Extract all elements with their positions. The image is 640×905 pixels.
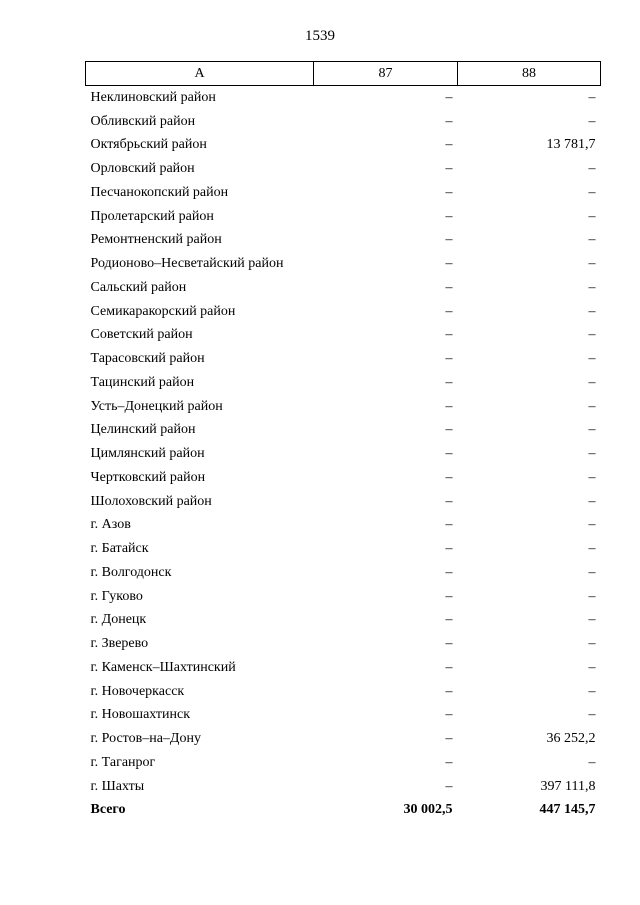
data-table bbox=[85, 61, 601, 822]
cell-88: – bbox=[588, 588, 596, 604]
cell-87: – bbox=[445, 778, 453, 794]
cell-87: – bbox=[445, 113, 453, 129]
cell-87: – bbox=[445, 731, 453, 747]
cell-88: – bbox=[588, 683, 596, 699]
cell-87: – bbox=[445, 351, 453, 367]
cell-87: – bbox=[445, 137, 453, 153]
table-row bbox=[86, 656, 601, 680]
cell-name: Чертковский район bbox=[90, 469, 206, 485]
table-row bbox=[86, 632, 601, 656]
cell-88: – bbox=[588, 612, 596, 628]
header-cell-88: 88 bbox=[458, 62, 601, 86]
cell-name: Сальский район bbox=[90, 279, 187, 295]
cell-88: – bbox=[588, 161, 596, 177]
cell-88: – bbox=[588, 398, 596, 414]
table-row bbox=[86, 371, 601, 395]
cell-name: Тацинский район bbox=[90, 374, 195, 390]
table-row bbox=[86, 490, 601, 514]
cell-87: – bbox=[445, 493, 453, 509]
cell-88: – bbox=[588, 541, 596, 557]
cell-87: 30 002,5 bbox=[403, 802, 453, 818]
cell-88: – bbox=[588, 113, 596, 129]
table-row bbox=[86, 300, 601, 324]
cell-88: – bbox=[588, 564, 596, 580]
table-row bbox=[86, 561, 601, 585]
table-row bbox=[86, 466, 601, 490]
cell-88: 397 111,8 bbox=[540, 778, 596, 794]
cell-88: – bbox=[588, 517, 596, 533]
table-row bbox=[86, 324, 601, 348]
table-row bbox=[86, 609, 601, 633]
cell-name: г. Донецк bbox=[90, 612, 147, 628]
cell-name: Песчанокопский район bbox=[90, 184, 229, 200]
header-cell-87: 87 bbox=[314, 62, 458, 86]
table-row bbox=[86, 347, 601, 371]
cell-name: Ремонтненский район bbox=[90, 232, 222, 248]
cell-87: – bbox=[445, 161, 453, 177]
page-number: 1539 bbox=[305, 28, 335, 44]
table-row bbox=[86, 680, 601, 704]
cell-88: – bbox=[588, 707, 596, 723]
cell-88: 447 145,7 bbox=[539, 802, 596, 818]
table-row bbox=[86, 276, 601, 300]
cell-name: Неклиновский район bbox=[90, 89, 216, 105]
table-row bbox=[86, 205, 601, 229]
table-row bbox=[86, 229, 601, 253]
cell-name: Родионово–Несветайский район bbox=[90, 256, 284, 272]
cell-88: – bbox=[588, 208, 596, 224]
cell-88: – bbox=[588, 754, 596, 770]
cell-88: – bbox=[588, 446, 596, 462]
cell-name: г. Ростов–на–Дону bbox=[90, 731, 201, 747]
cell-name: г. Каменск–Шахтинский bbox=[90, 659, 236, 675]
cell-name: Целинский район bbox=[90, 422, 196, 438]
cell-87: – bbox=[445, 208, 453, 224]
cell-name: Цимлянский район bbox=[90, 446, 205, 462]
cell-87: – bbox=[445, 659, 453, 675]
cell-87: – bbox=[445, 612, 453, 628]
cell-88: 36 252,2 bbox=[546, 731, 596, 747]
table-row bbox=[86, 775, 601, 799]
cell-88: – bbox=[588, 184, 596, 200]
table-row bbox=[86, 395, 601, 419]
table-row bbox=[86, 134, 601, 158]
table-row bbox=[86, 704, 601, 728]
table-row bbox=[86, 514, 601, 538]
cell-name: Пролетарский район bbox=[90, 208, 214, 224]
cell-87: – bbox=[445, 374, 453, 390]
table-body bbox=[86, 86, 601, 823]
cell-88: – bbox=[588, 422, 596, 438]
cell-name: г. Таганрог bbox=[90, 754, 156, 770]
cell-88: – bbox=[588, 374, 596, 390]
table-row bbox=[86, 110, 601, 134]
header-cell-name: А bbox=[86, 62, 314, 86]
cell-name: Всего bbox=[90, 802, 126, 818]
cell-name: г. Гуково bbox=[90, 588, 143, 604]
cell-88: – bbox=[588, 636, 596, 652]
cell-name: г. Шахты bbox=[90, 778, 145, 794]
table-row bbox=[86, 157, 601, 181]
cell-88: – bbox=[588, 279, 596, 295]
cell-87: – bbox=[445, 422, 453, 438]
cell-87: – bbox=[445, 636, 453, 652]
cell-88: 13 781,7 bbox=[546, 137, 596, 153]
cell-87: – bbox=[445, 683, 453, 699]
cell-87: – bbox=[445, 707, 453, 723]
table-row bbox=[86, 252, 601, 276]
header-row bbox=[86, 62, 601, 86]
cell-87: – bbox=[445, 588, 453, 604]
cell-88: – bbox=[588, 469, 596, 485]
cell-name: Шолоховский район bbox=[90, 493, 212, 509]
cell-name: г. Азов bbox=[90, 517, 131, 533]
cell-88: – bbox=[588, 351, 596, 367]
table-row bbox=[86, 442, 601, 466]
table-row bbox=[86, 181, 601, 205]
cell-name: Семикаракорский район bbox=[90, 303, 236, 319]
cell-87: – bbox=[445, 184, 453, 200]
cell-87: – bbox=[445, 256, 453, 272]
cell-name: Усть–Донецкий район bbox=[90, 398, 223, 414]
cell-88: – bbox=[588, 256, 596, 272]
cell-88: – bbox=[588, 327, 596, 343]
table-row bbox=[86, 751, 601, 775]
cell-name: г. Новочеркасск bbox=[90, 683, 185, 699]
cell-87: – bbox=[445, 541, 453, 557]
table-row bbox=[86, 585, 601, 609]
cell-87: – bbox=[445, 232, 453, 248]
table-row bbox=[86, 537, 601, 561]
table-header bbox=[86, 62, 601, 86]
cell-name: Советский район bbox=[90, 327, 193, 343]
cell-88: – bbox=[588, 232, 596, 248]
cell-name: Орловский район bbox=[90, 161, 195, 177]
cell-88: – bbox=[588, 659, 596, 675]
cell-87: – bbox=[445, 517, 453, 533]
table-row bbox=[86, 86, 601, 110]
total-row bbox=[86, 799, 601, 823]
cell-name: Тарасовский район bbox=[90, 351, 205, 367]
cell-name: г. Волгодонск bbox=[90, 564, 172, 580]
cell-name: Обливский район bbox=[90, 113, 196, 129]
cell-87: – bbox=[445, 398, 453, 414]
cell-88: – bbox=[588, 89, 596, 105]
table-row bbox=[86, 727, 601, 751]
cell-name: Октябрьский район bbox=[90, 137, 207, 153]
cell-87: – bbox=[445, 327, 453, 343]
table-row bbox=[86, 419, 601, 443]
cell-name: г. Новошахтинск bbox=[90, 707, 191, 723]
cell-name: г. Зверево bbox=[90, 636, 149, 652]
cell-87: – bbox=[445, 279, 453, 295]
cell-87: – bbox=[445, 754, 453, 770]
cell-87: – bbox=[445, 564, 453, 580]
cell-88: – bbox=[588, 493, 596, 509]
cell-87: – bbox=[445, 303, 453, 319]
cell-name: г. Батайск bbox=[90, 541, 149, 557]
cell-87: – bbox=[445, 89, 453, 105]
cell-88: – bbox=[588, 303, 596, 319]
cell-87: – bbox=[445, 446, 453, 462]
cell-87: – bbox=[445, 469, 453, 485]
